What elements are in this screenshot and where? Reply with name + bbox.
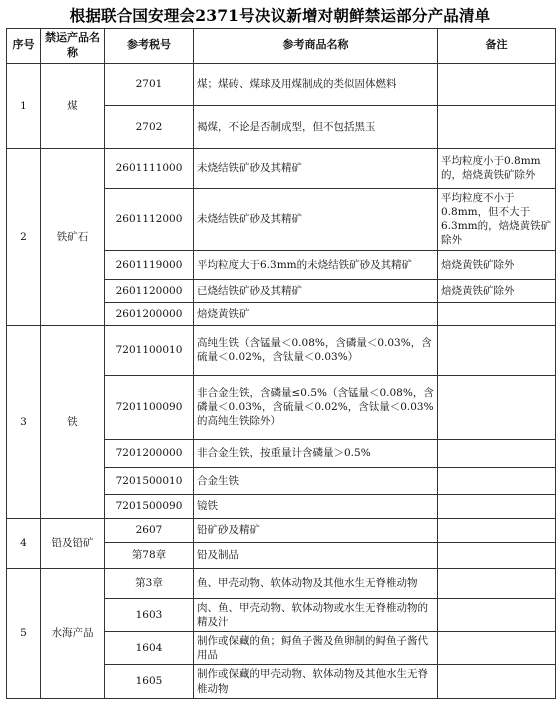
row-note	[438, 518, 556, 542]
row-product-name: 焙烧黄铁矿	[194, 302, 438, 325]
row-product-name: 铅矿砂及精矿	[194, 518, 438, 542]
row-note	[438, 302, 556, 325]
row-code: 7201100010	[105, 325, 194, 375]
row-code: 2601112000	[105, 188, 194, 250]
table-row	[7, 568, 556, 598]
row-note	[438, 494, 556, 518]
header-code: 参考税号	[105, 29, 194, 64]
row-product-name: 未烧结铁矿砂及其精矿	[194, 188, 438, 250]
row-note	[438, 568, 556, 598]
row-code: 第3章	[105, 568, 194, 598]
row-note	[438, 665, 556, 698]
header-category: 禁运产品名称	[41, 29, 105, 64]
row-product-name: 镜铁	[194, 494, 438, 518]
row-code: 1604	[105, 632, 194, 665]
table-row	[7, 325, 556, 375]
row-code: 2601200000	[105, 302, 194, 325]
row-product-name: 合金生铁	[194, 467, 438, 494]
row-note	[438, 325, 556, 375]
header-product-name: 参考商品名称	[194, 29, 438, 64]
table-row	[7, 63, 556, 105]
row-product-name: 铅及制品	[194, 542, 438, 568]
document-title: 根据联合国安理会2371号决议新增对朝鲜禁运部分产品清单	[69, 6, 491, 25]
group-category: 煤	[41, 63, 105, 148]
row-note	[438, 598, 556, 631]
group-seq: 5	[7, 568, 41, 698]
row-code: 7201500010	[105, 467, 194, 494]
header-seq: 序号	[7, 29, 41, 64]
row-product-name: 高纯生铁（含锰量＜0.08%，含磷量＜0.03%，含硫量＜0.02%，含钛量＜0.03%）	[194, 325, 438, 375]
group-seq: 3	[7, 325, 41, 518]
table-row	[7, 148, 556, 188]
row-product-name: 肉、鱼、甲壳动物、软体动物或水生无脊椎动物的精及汁	[194, 598, 438, 631]
row-product-name: 平均粒度大于6.3mm的未烧结铁矿砂及其精矿	[194, 250, 438, 279]
table-header-row	[7, 29, 556, 64]
row-code: 7201100090	[105, 375, 194, 439]
row-note	[438, 632, 556, 665]
row-product-name: 制作或保藏的甲壳动物、软体动物及其他水生无脊椎动物	[194, 665, 438, 698]
row-note: 平均粒度小于0.8mm的，焙烧黄铁矿除外	[438, 148, 556, 188]
group-category: 铅及铅矿	[41, 518, 105, 568]
row-note	[438, 439, 556, 467]
row-product-name: 非合金生铁，含磷量≤0.5%（含锰量＜0.08%，含磷量＜0.03%，含硫量＜0.02%，含钛量＜0.03%的高纯生铁除外）	[194, 375, 438, 439]
row-note	[438, 375, 556, 439]
group-category: 铁矿石	[41, 148, 105, 325]
row-note	[438, 467, 556, 494]
header-note: 备注	[438, 29, 556, 64]
row-code: 7201200000	[105, 439, 194, 467]
row-code: 1605	[105, 665, 194, 698]
table-row	[7, 518, 556, 542]
group-category: 水海产品	[41, 568, 105, 698]
row-note	[438, 63, 556, 105]
row-code: 2601120000	[105, 279, 194, 302]
row-code: 7201500090	[105, 494, 194, 518]
group-seq: 1	[7, 63, 41, 148]
group-category: 铁	[41, 325, 105, 518]
row-product-name: 制作或保藏的鱼；鲟鱼子酱及鱼卵制的鲟鱼子酱代用品	[194, 632, 438, 665]
group-seq: 2	[7, 148, 41, 325]
row-code: 第78章	[105, 542, 194, 568]
row-note	[438, 105, 556, 148]
row-code: 2601111000	[105, 148, 194, 188]
row-product-name: 已烧结铁矿砂及其精矿	[194, 279, 438, 302]
row-code: 1603	[105, 598, 194, 631]
group-seq: 4	[7, 518, 41, 568]
row-code: 2701	[105, 63, 194, 105]
row-note	[438, 542, 556, 568]
row-product-name: 褐煤，不论是否制成型，但不包括黑玉	[194, 105, 438, 148]
row-code: 2607	[105, 518, 194, 542]
row-product-name: 鱼、甲壳动物、软体动物及其他水生无脊椎动物	[194, 568, 438, 598]
row-note: 焙烧黄铁矿除外	[438, 279, 556, 302]
embargo-table	[6, 28, 556, 699]
row-product-name: 煤；煤砖、煤球及用煤制成的类似固体燃料	[194, 63, 438, 105]
row-product-name: 非合金生铁，按重量计含磷量＞0.5%	[194, 439, 438, 467]
row-code: 2601119000	[105, 250, 194, 279]
row-product-name: 未烧结铁矿砂及其精矿	[194, 148, 438, 188]
row-note: 焙烧黄铁矿除外	[438, 250, 556, 279]
row-note: 平均粒度不小于0.8mm，但不大于6.3mm的，焙烧黄铁矿除外	[438, 188, 556, 250]
row-code: 2702	[105, 105, 194, 148]
